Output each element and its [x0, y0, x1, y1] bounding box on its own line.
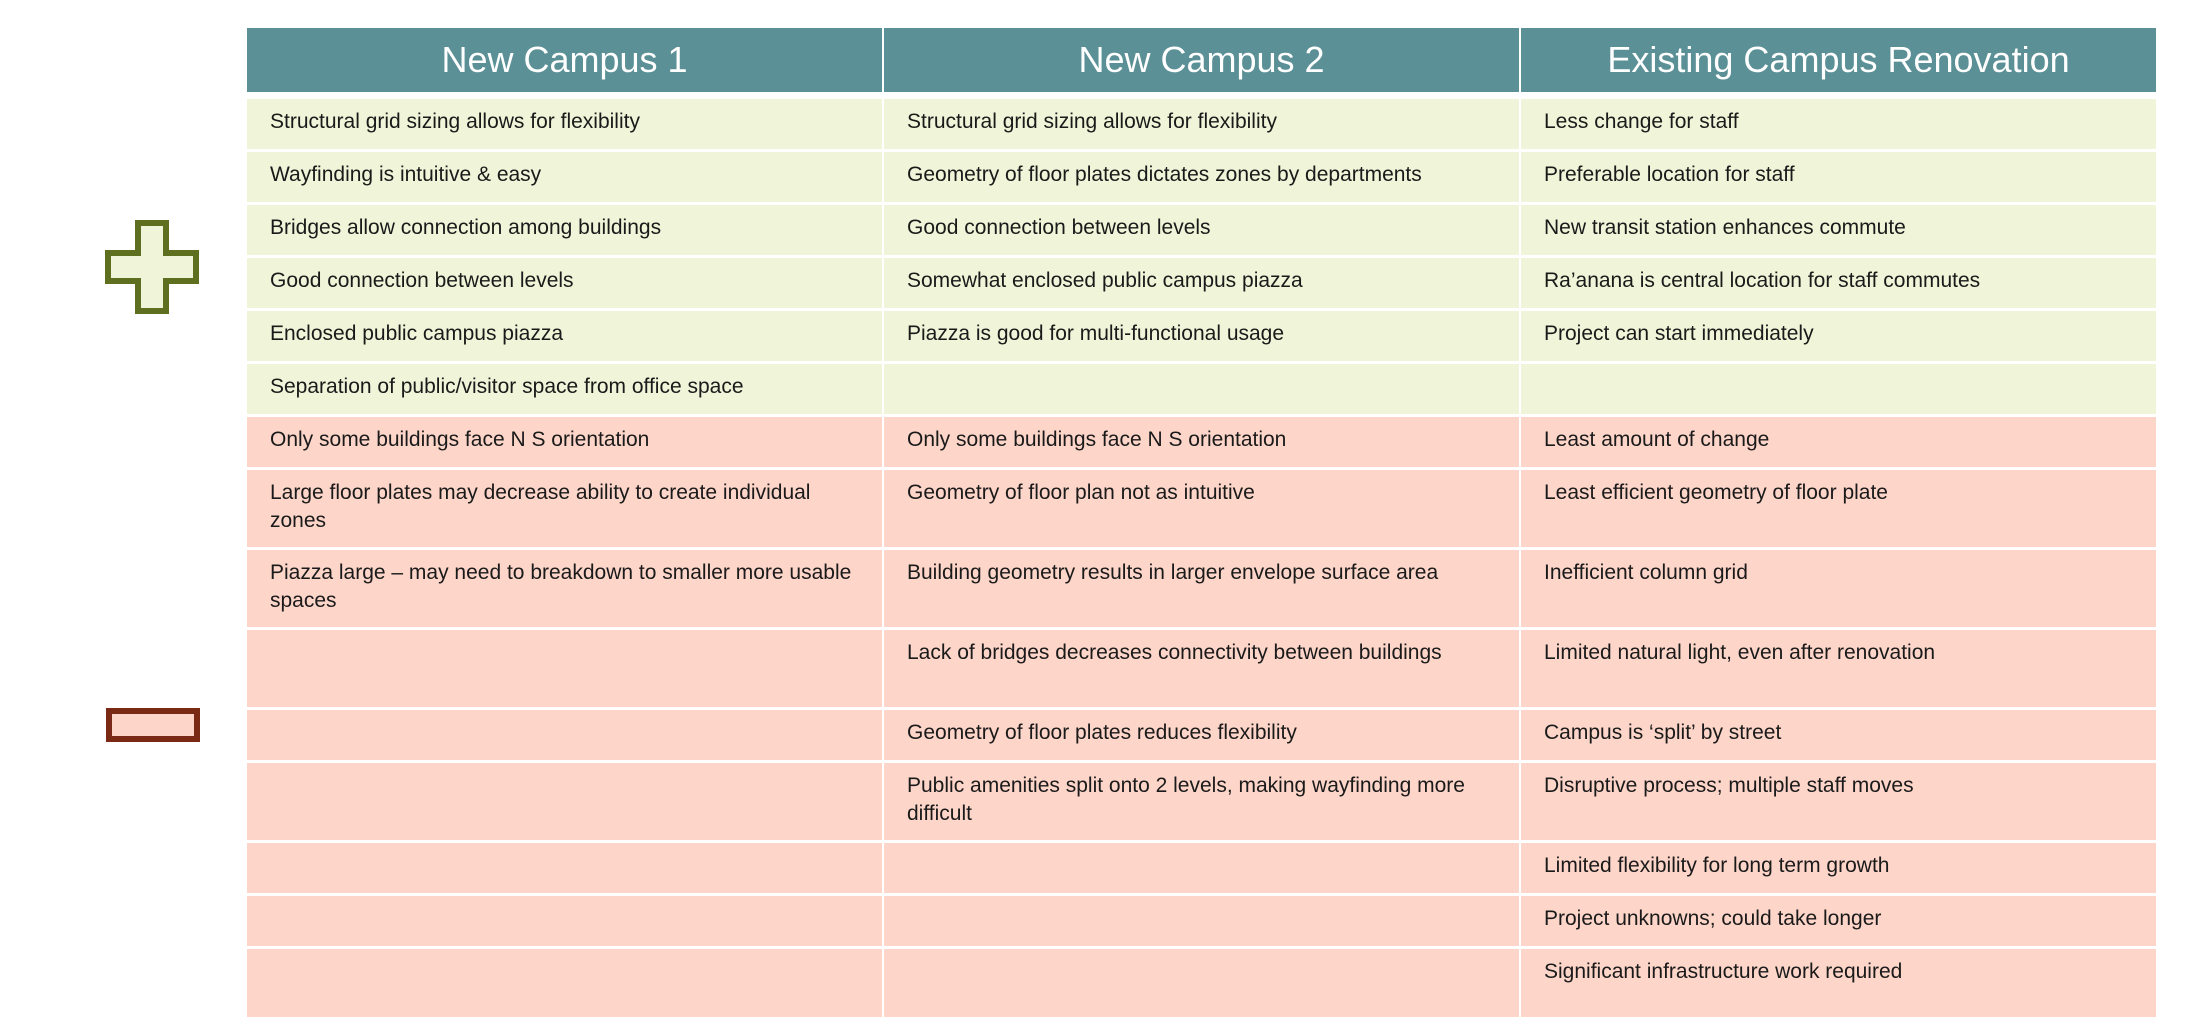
pro-cell — [1521, 364, 2156, 414]
pro-cell: Structural grid sizing allows for flexibility — [884, 99, 1519, 149]
con-cell — [247, 630, 882, 707]
pro-cell: Good connection between levels — [884, 205, 1519, 255]
con-cell — [884, 949, 1519, 1017]
comparison-table — [247, 28, 2154, 1017]
con-cell: Large floor plates may decrease ability to create individual zones — [247, 470, 882, 547]
plus-icon — [105, 220, 199, 314]
minus-icon — [106, 708, 200, 742]
con-cell: Only some buildings face N S orientation — [247, 417, 882, 467]
con-cell: Campus is ‘split’ by street — [1521, 710, 2156, 760]
con-cell: Inefficient column grid — [1521, 550, 2156, 627]
pro-cell: Less change for staff — [1521, 99, 2156, 149]
con-cell: Geometry of floor plan not as intuitive — [884, 470, 1519, 547]
con-cell — [884, 896, 1519, 946]
pro-cell: Project can start immediately — [1521, 311, 2156, 361]
con-cell — [247, 763, 882, 840]
con-cell: Limited natural light, even after renovation — [1521, 630, 2156, 707]
header-existing-campus-renovation: Existing Campus Renovation — [1521, 28, 2156, 92]
pro-cell: Ra’anana is central location for staff commutes — [1521, 258, 2156, 308]
pro-cell — [884, 364, 1519, 414]
pro-cell: Piazza is good for multi-functional usage — [884, 311, 1519, 361]
pro-cell: New transit station enhances commute — [1521, 205, 2156, 255]
con-cell: Least amount of change — [1521, 417, 2156, 467]
con-cell: Limited flexibility for long term growth — [1521, 843, 2156, 893]
header-new-campus-1: New Campus 1 — [247, 28, 882, 92]
con-cell: Geometry of floor plates reduces flexibility — [884, 710, 1519, 760]
con-cell: Public amenities split onto 2 levels, making wayfinding more difficult — [884, 763, 1519, 840]
con-cell — [247, 896, 882, 946]
con-cell — [247, 843, 882, 893]
header-new-campus-2: New Campus 2 — [884, 28, 1519, 92]
pro-cell: Good connection between levels — [247, 258, 882, 308]
con-cell — [247, 710, 882, 760]
con-cell: Only some buildings face N S orientation — [884, 417, 1519, 467]
pro-cell: Structural grid sizing allows for flexibility — [247, 99, 882, 149]
con-cell: Least efficient geometry of floor plate — [1521, 470, 2156, 547]
con-cell: Piazza large – may need to breakdown to smaller more usable spaces — [247, 550, 882, 627]
con-cell — [884, 843, 1519, 893]
pro-cell: Bridges allow connection among buildings — [247, 205, 882, 255]
pro-cell: Somewhat enclosed public campus piazza — [884, 258, 1519, 308]
pro-cell: Preferable location for staff — [1521, 152, 2156, 202]
pro-cell: Enclosed public campus piazza — [247, 311, 882, 361]
con-cell: Disruptive process; multiple staff moves — [1521, 763, 2156, 840]
pro-cell: Separation of public/visitor space from office space — [247, 364, 882, 414]
pro-cell: Geometry of floor plates dictates zones by departments — [884, 152, 1519, 202]
pro-cell: Wayfinding is intuitive & easy — [247, 152, 882, 202]
con-cell — [247, 949, 882, 1017]
con-cell: Significant infrastructure work required — [1521, 949, 2156, 1017]
con-cell: Building geometry results in larger envelope surface area — [884, 550, 1519, 627]
con-cell: Project unknowns; could take longer — [1521, 896, 2156, 946]
con-cell: Lack of bridges decreases connectivity between buildings — [884, 630, 1519, 707]
